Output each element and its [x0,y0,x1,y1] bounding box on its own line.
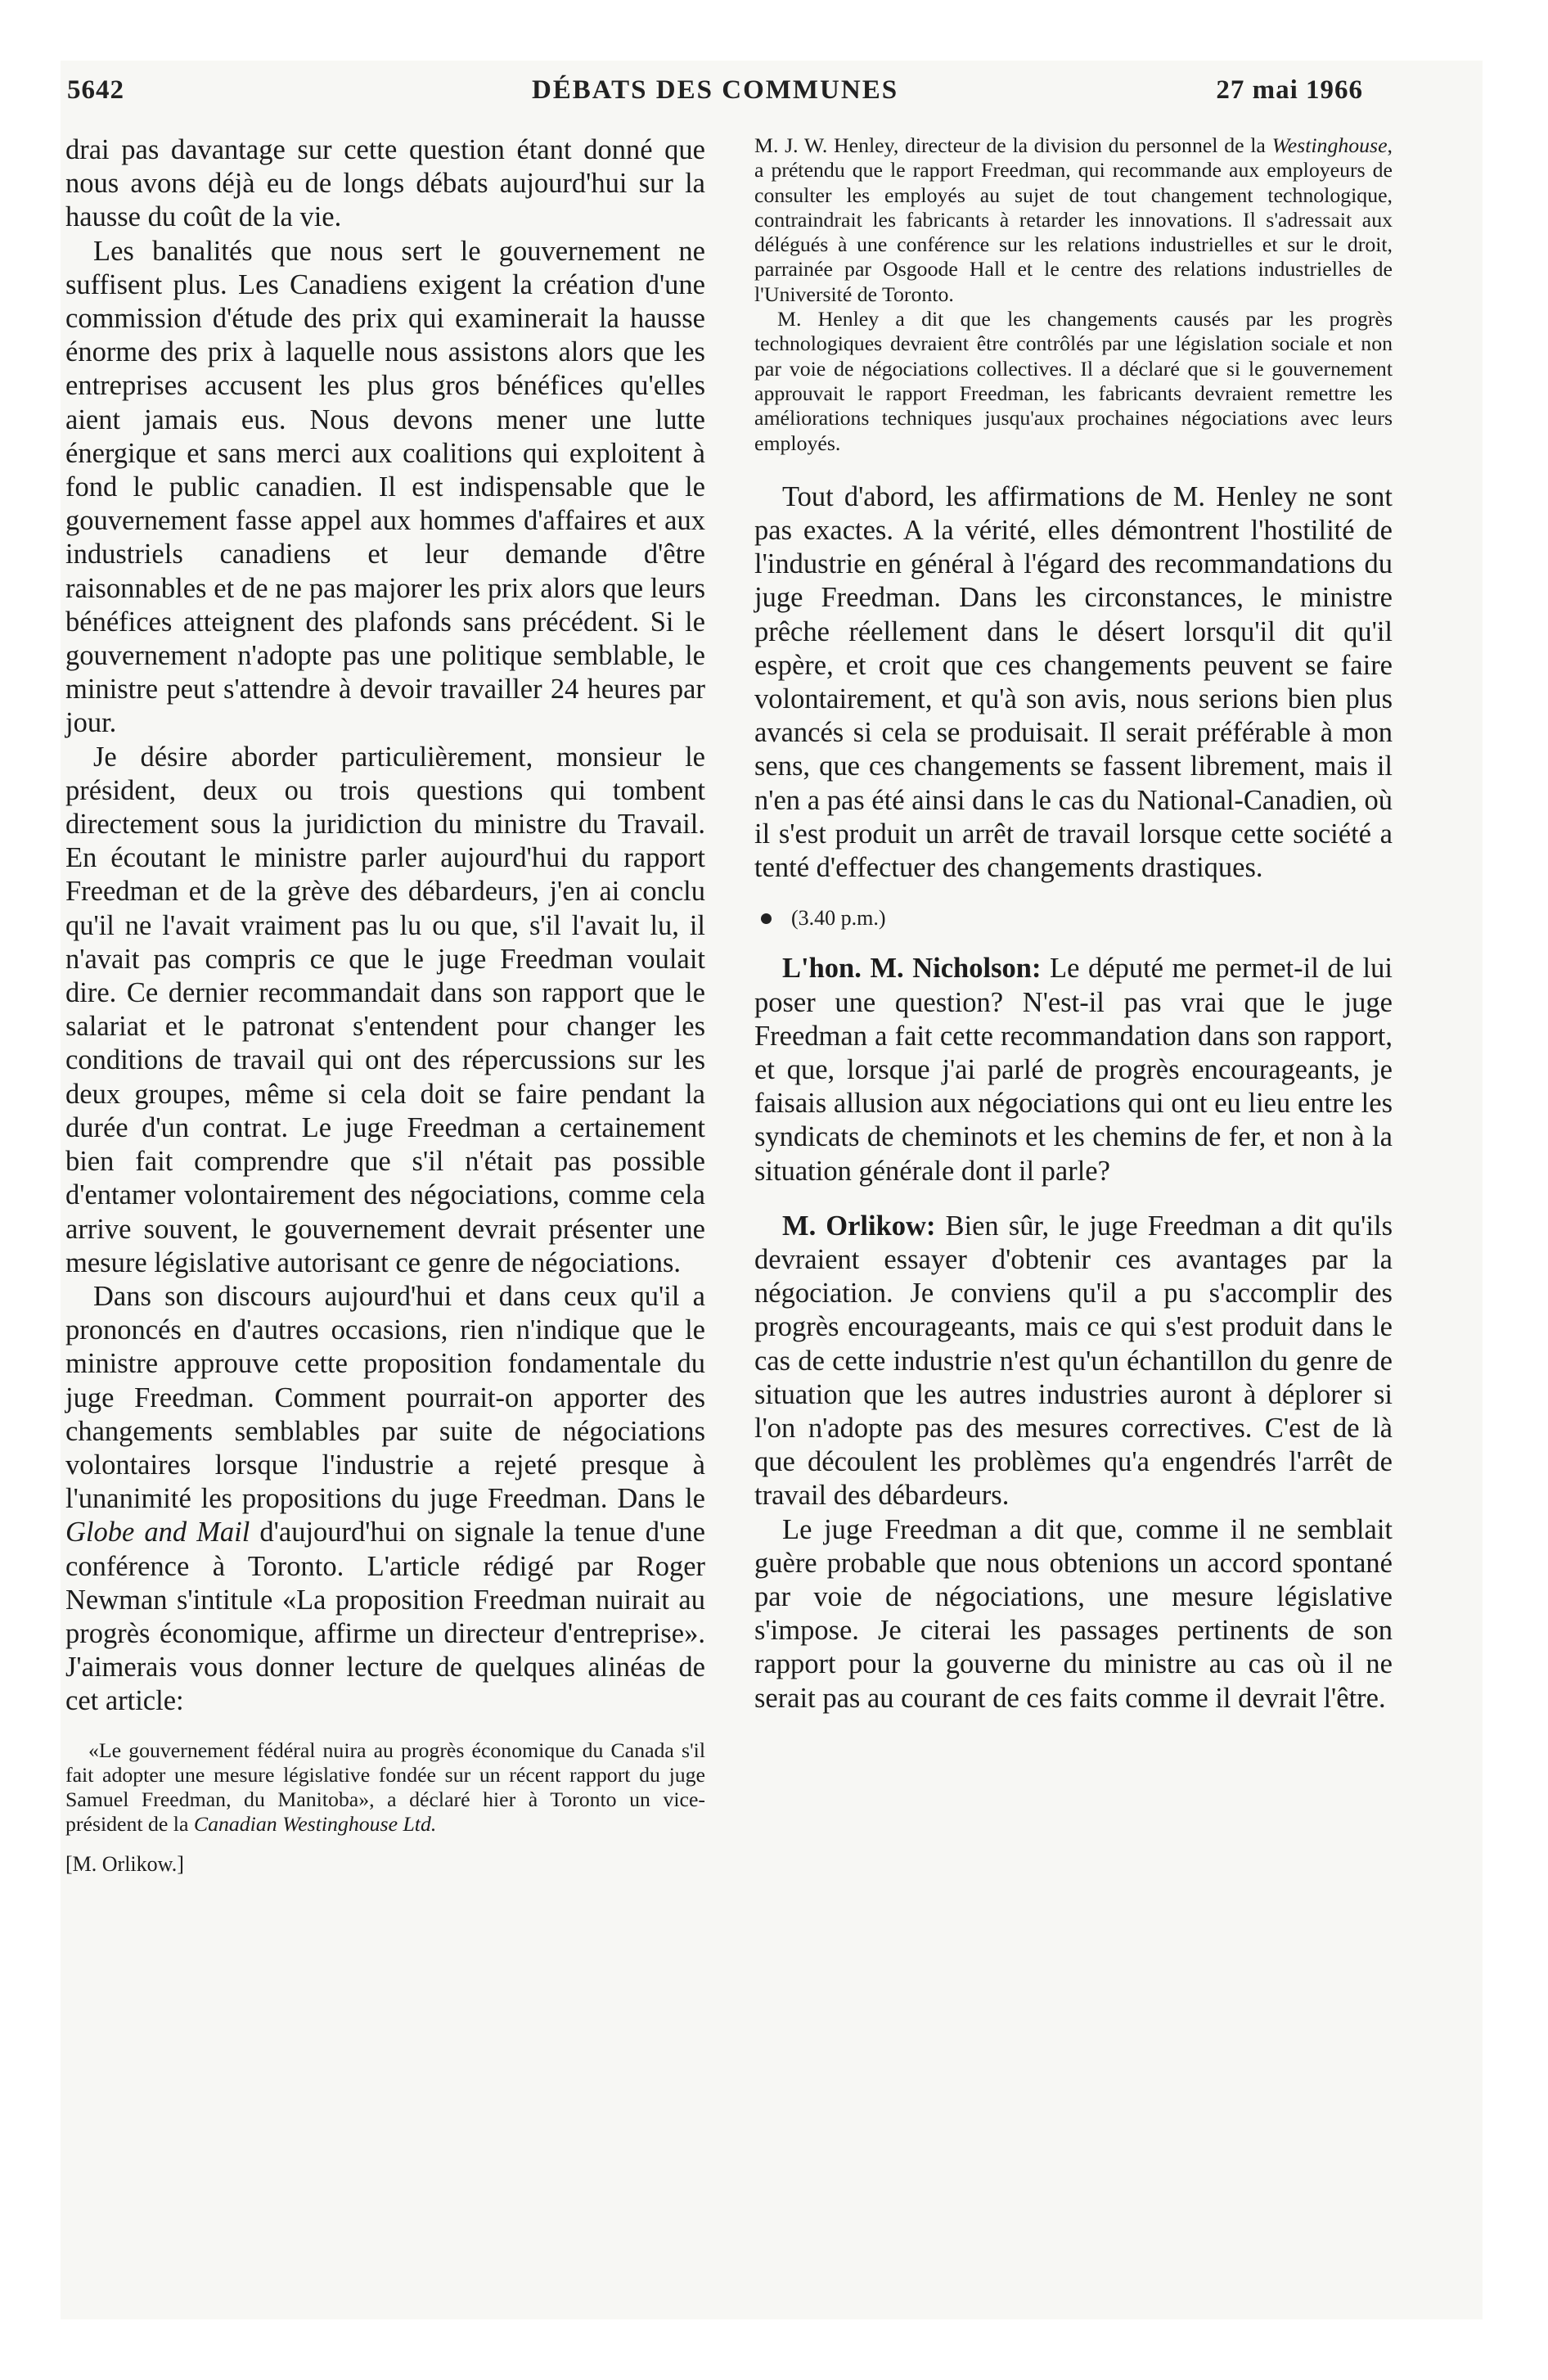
page-number: 5642 [67,75,124,105]
paragraph: Je désire aborder particulièrement, monsieur le président, deux ou trois questions qui tombent directement sous la juridiction du ministre du Travail. En écoutant le ministre parler aujourd'hui du rapport Freedman et de la grève des débardeurs, j'en ai conclu qu'il ne l'avait vraiment pas lu ou que, s'il l'avait lu, il n'avait pas compris ce que le juge Freedman voulait dire. Ce dernier recommandait dans son rapport que le salariat et le patronat s'entendent pour changer les conditions de travail qui ont des répercussions sur les deux groupes, même si cela doit se faire pendant la durée d'un contrat. Le juge Freedman a certainement bien fait comprendre que s'il n'était pas possible d'entamer volontairement des négociations, comme cela arrive souvent, le gouvernement devrait présenter une mesure législative autorisant ce genre de négociations. [65,741,705,1278]
paragraph: Le juge Freedman a dit que, comme il ne semblait guère probable que nous obtenions un accord spontané par voie de négociations, une mesure législative s'impose. Je citerai les passages pertinents de son rapport pour la gouverne du ministre au cas où il ne serait pas au courant de ces faits comme il devrait l'être. [754,1513,1393,1714]
publication-title: DÉBATS DES COMMUNES [531,75,899,105]
quotation: M. Henley a dit que les changements causés par les progrès technologiques devraient être contrôlés par une législation sociale et non par voie de négociations collectives. Il a déclaré que si le gouvernement approuvait le rapport Freedman, les fabricants devraient remettre les améliorations techniques jusqu'aux prochaines négociations avec leurs employés. [754,307,1393,455]
page-header [67,75,1363,116]
paragraph: Les banalités que nous sert le gouvernement ne suffisent plus. Les Canadiens exigent la création d'une commission d'étude des prix qui examinerait la hausse énorme des prix à laquelle nous assistons alors que les entreprises accusent les plus gros bénéfices qu'elles aient jamais eus. Nous devons mener une lutte énergique et sans merci aux coalitions qui exploitent à fond le public canadien. Il est indispensable que le gouvernement fasse appel aux hommes d'affaires et aux industriels canadiens et leur demande d'être raisonnables et de ne pas majorer les prix alors que leurs bénéfices atteignent des plafonds sans précédent. Si le gouvernement n'adopte pas une politique semblable, le ministre peut s'attendre à devoir travailler 24 heures par jour. [65,235,705,739]
bullet-icon [761,913,772,924]
issue-date: 27 mai 1966 [1216,75,1363,105]
paragraph: M. Orlikow: Bien sûr, le juge Freedman a dit qu'ils devraient essayer d'obtenir ces avantages par la négociation. Je conviens qu'il a pu s'accomplir des progrès encourageants, mais ce qui s'est produit dans le cas de cette industrie n'est qu'un échantillon du genre de situation que les autres industries auront à déplorer si l'on n'adopte pas des mesures correctives. C'est de là que découlent les problèmes qu'a engendrés l'arrêt de travail des débardeurs. [754,1210,1393,1512]
company-name: Westinghouse [1271,133,1388,157]
speaker-name: L'hon. M. Nicholson: [782,953,1042,985]
timestamp: (3.40 p.m.) [754,906,1393,931]
paragraph: drai pas davantage sur cette question étant donné que nous avons déjà eu de longs débats aujourd'hui sur la hausse du coût de la vie. [65,134,705,233]
quotation: «Le gouvernement fédéral nuira au progrès économique du Canada s'il fait adopter une mesure législative fondée sur un récent rapport du juge Samuel Freedman, du Manitoba», a déclaré hier à Toronto un vice-président de la Canadian Westinghouse Ltd. [65,1738,705,1837]
speaker-name: M. Orlikow: [782,1210,936,1242]
left-column [65,133,705,1877]
paragraph: Tout d'abord, les affirmations de M. Henley ne sont pas exactes. A la vérité, elles démontrent l'hostilité de l'industrie en général à l'égard des recommandations du juge Freedman. Dans les circonstances, le ministre prêche réellement dans le désert lorsqu'il dit qu'il espère, et croit que ces changements peuvent se faire volontairement, et qu'à son avis, nous serions bien plus avancés si cela se produisait. Il serait préférable à mon sens, que ces changements se fassent librement, mais il n'en a pas été ainsi dans le cas du National-Canadien, où il s'est produit un arrêt de travail lorsque cette société a tenté d'effectuer des changements drastiques. [754,480,1393,884]
right-column [754,133,1393,1715]
speaker-signoff: [M. Orlikow.] [65,1851,184,1876]
company-name: Canadian Westinghouse Ltd. [193,1812,437,1837]
quotation: M. J. W. Henley, directeur de la division du personnel de la Westinghouse, a prétendu que le rapport Freedman, qui recommande aux employeurs de consulter les employés au sujet de tout changement technologique, contraindrait les fabricants à retarder les innovations. Il s'adressait aux délégués à une conférence sur les relations industrielles et sur le droit, parrainée par Osgoode Hall et le centre des relations industrielles de l'Université de Toronto. [754,133,1393,306]
paragraph: L'hon. M. Nicholson: Le député me permet-il de lui poser une question? N'est-il pas vrai que le juge Freedman a fait cette recommandation dans son rapport, et que, lorsque j'ai parlé de progrès encourageants, je faisais allusion aux négociations qui ont eu lieu entre les syndicats de cheminots et les chemins de fer, et non à la situation générale dont il parle? [754,953,1393,1187]
newspaper-title: Globe and Mail [65,1517,250,1548]
paragraph: Dans son discours aujourd'hui et dans ceux qu'il a prononcés en d'autres occasions, rien n'indique que le ministre approuve cette proposition fondamentale du juge Freedman. Comment pourrait-on apporter des changements semblables par suite de négociations volontaires lorsque l'industrie a rejeté presque à l'unanimité les propositions du juge Freedman. Dans le Globe and Mail d'aujourd'hui on signale la tenue d'une conférence à Toronto. L'article rédigé par Roger Newman s'intitule «La proposition Freedman nuirait au progrès économique, affirme un directeur d'entreprise». J'aimerais vous donner lecture de quelques alinéas de cet article: [65,1280,705,1717]
